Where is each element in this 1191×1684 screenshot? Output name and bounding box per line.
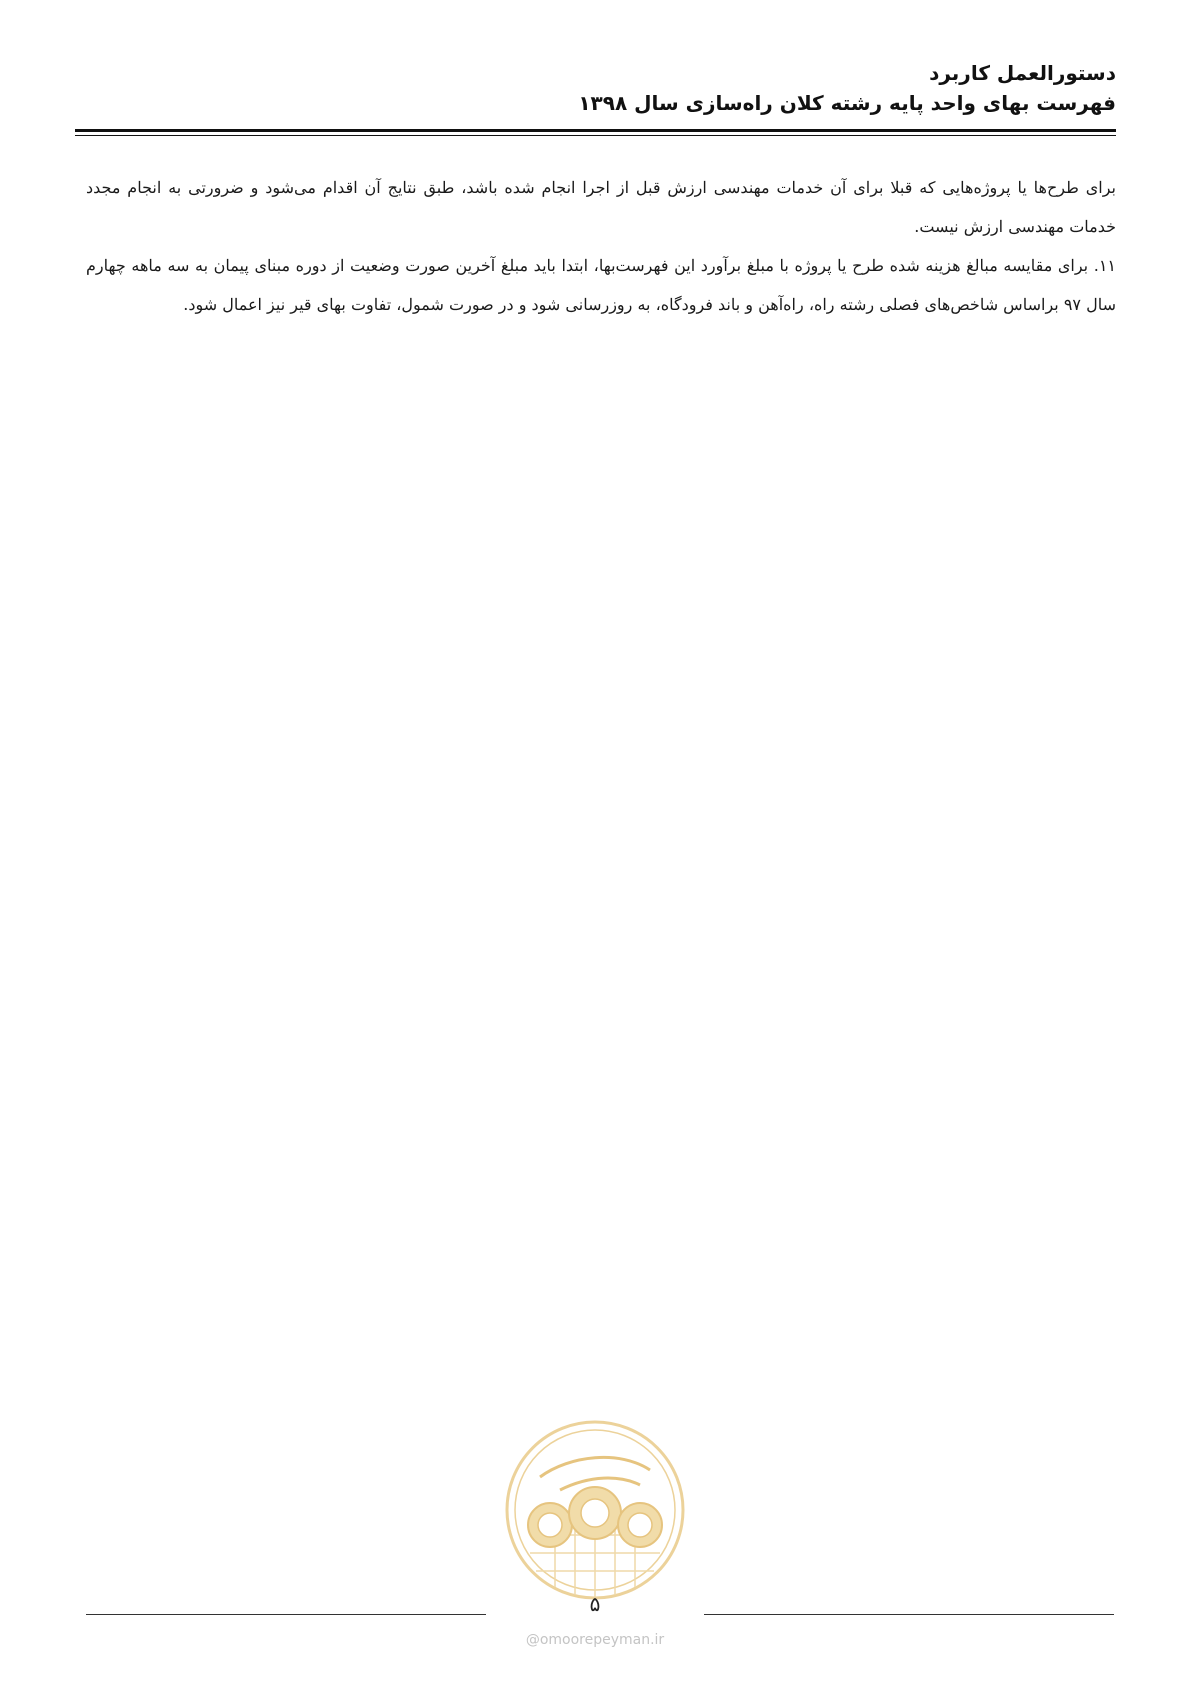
- site-watermark: @omoorepeyman.ir: [525, 1632, 665, 1648]
- header-divider: [75, 129, 1116, 132]
- paragraph-item-11: ۱۱. برای مقایسه مبالغ هزینه شده طرح یا پروژه با مبلغ برآورد این فهرست‌بها، ابتدا باید مبلغ آخرین صورت وضعیت از دوره مبنای پیمان به سه ماهه چهارم سال ۹۷ براساس شاخص‌های فصلی رشته راه، راه‌آهن و باند فرودگاه، به روزرسانی شود و در صورت شمول، تفاوت بهای قیر نیز اعمال شود.: [86, 256, 1117, 314]
- document-title: دستورالعمل کاربرد: [929, 61, 1116, 85]
- header-divider-thin: [75, 135, 1116, 136]
- footer-divider-right: [704, 1614, 1114, 1615]
- document-subtitle: فهرست بهای واحد پایه رشته کلان راه‌سازی سال ۱۳۹۸: [578, 91, 1116, 115]
- watermark-seal-icon: [500, 1415, 690, 1605]
- page-header: [75, 58, 1116, 118]
- paragraph: برای طرح‌ها یا پروژه‌هایی که قبلا برای آن خدمات مهندسی ارزش قبل از اجرا انجام شده باشد، طبق نتایج آن اقدام می‌شود و ضرورتی به انجام مجدد خدمات مهندسی ارزش نیست.: [86, 178, 1116, 236]
- page-number: ۵: [589, 1592, 601, 1616]
- footer-divider-left: [86, 1614, 486, 1615]
- body-text: [86, 168, 1116, 324]
